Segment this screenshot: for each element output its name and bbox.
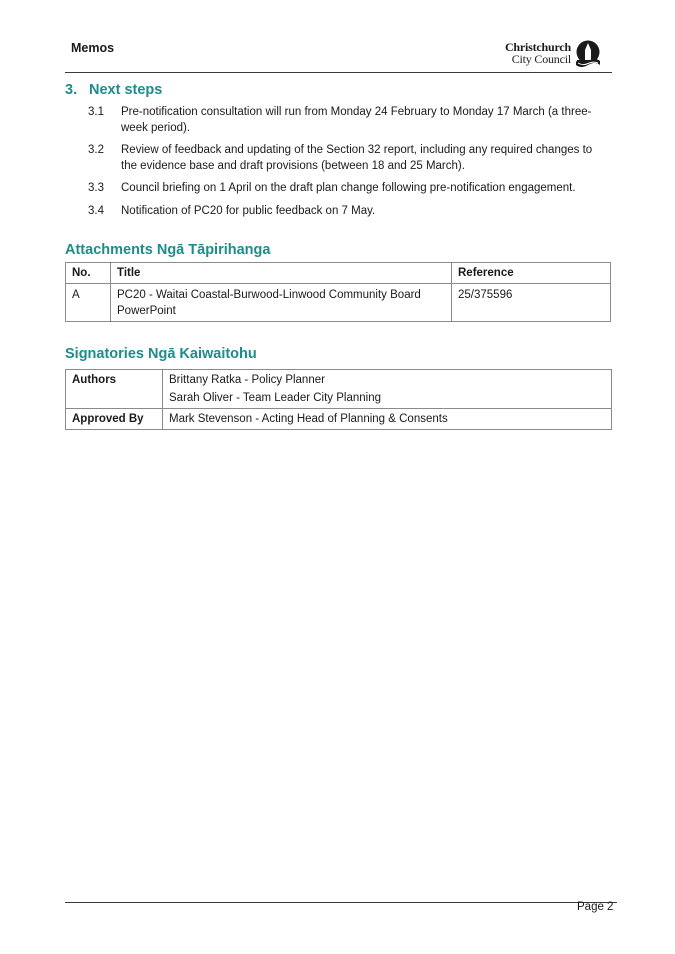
logo-line1: Christchurch [504,40,571,54]
logo-line2: City Council [511,52,571,66]
section-heading-next-steps [65,82,162,98]
step-item [88,203,608,219]
signatories-table [65,369,612,430]
attachment-no: A [66,284,111,322]
attachments-table [65,262,611,322]
step-text: Review of feedback and updating of the Section 32 report, including any required changes to the evidence base and draft provisions (between 18 and 25 March). [121,144,593,172]
header-no: No. [66,263,111,284]
footer-divider [65,902,617,903]
step-item [88,104,608,136]
step-number: 3.2 [88,144,104,156]
table-header-row [66,263,611,284]
logo-text [505,41,571,65]
header-reference: Reference [452,263,611,284]
cathedral-icon [575,40,601,68]
header-title: Title [111,263,452,284]
step-number: 3.4 [88,205,104,217]
table-row [66,409,612,430]
signatories-heading: Signatories Ngā Kaiwaitohu [65,346,257,362]
authors-label: Authors [66,370,163,409]
section-number: 3. [65,82,78,98]
page-number: Page 2 [577,901,614,913]
council-logo [497,40,601,70]
step-text: Council briefing on 1 April on the draft plan change following pre-notification engagement. [121,182,576,194]
step-text: Pre-notification consultation will run from Monday 24 February to Monday 17 March (a three-week period). [121,106,592,134]
step-item [88,180,608,196]
header-divider [65,72,612,73]
step-number: 3.3 [88,182,104,194]
header-title: Memos [71,41,115,55]
author-name: Brittany Ratka - Policy Planner [169,374,325,386]
table-row [66,284,611,322]
step-number: 3.1 [88,106,104,118]
table-row [66,370,612,409]
authors-cell [163,370,612,409]
step-text: Notification of PC20 for public feedback on 7 May. [121,205,376,217]
section-title: Next steps [89,82,163,98]
author-name: Sarah Oliver - Team Leader City Planning [169,392,382,404]
attachments-heading: Attachments Ngā Tāpirihanga [65,242,271,258]
approved-cell: Mark Stevenson - Acting Head of Planning & Consents [163,409,612,430]
approved-label: Approved By [66,409,163,430]
step-item [88,142,608,174]
attachment-title[interactable]: PC20 - Waitai Coastal-Burwood-Linwood Community Board PowerPoint [111,284,452,322]
attachment-reference: 25/375596 [452,284,611,322]
